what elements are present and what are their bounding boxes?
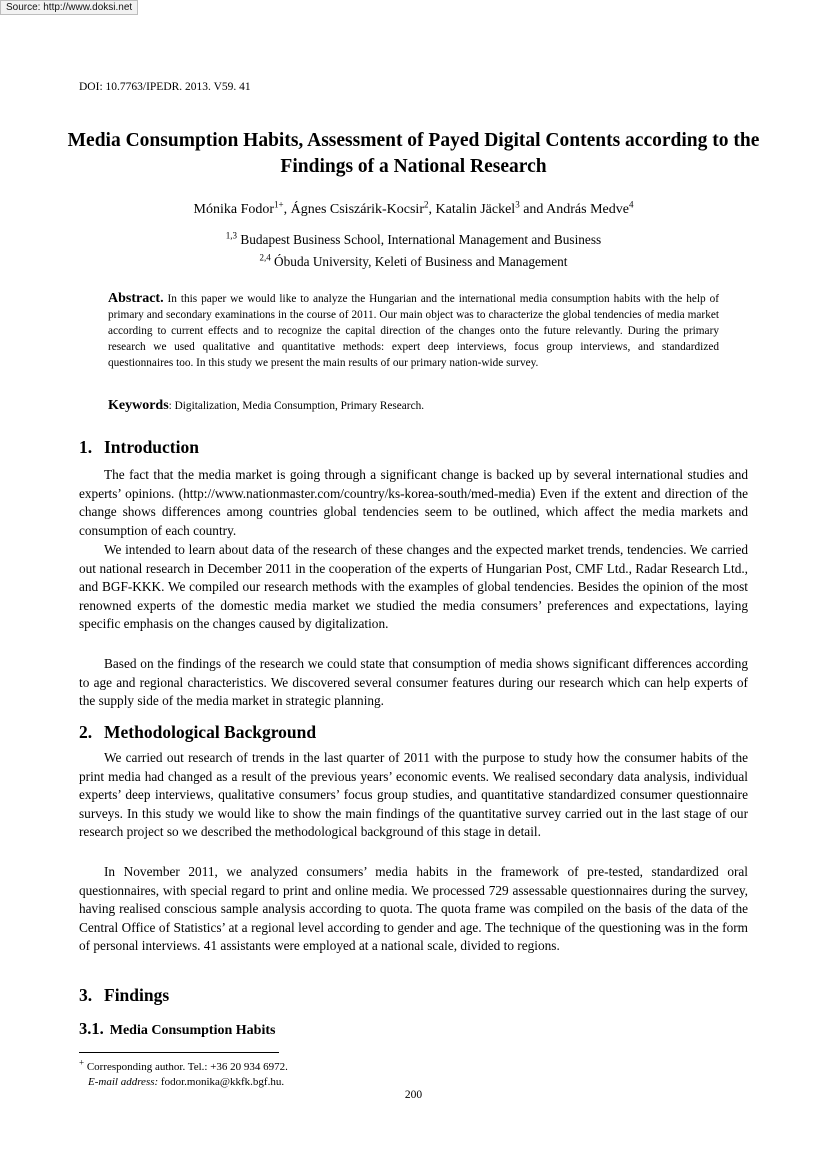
keywords-text: : Digitalization, Media Consumption, Primary Research.	[168, 400, 425, 412]
paragraph: We carried out research of trends in the last quarter of 2011 with the purpose to study how the consumer habits of the print media had changed as a result of the previous years’ economic events. We realised secondary data analysis, individual experts’ deep interviews, qualitative consumers’ focus group studies, and quantitative standardized consumer questionnaire surveys. In this study we would like to show the main findings of the quantitative survey carried out in the last stage of our research project so we described the methodological background of this stage in detail.	[79, 750, 748, 840]
footnote-divider	[79, 1052, 279, 1053]
footnote-corresponding: + Corresponding author. Tel.: +36 20 934 6972.	[79, 1057, 288, 1073]
paragraph: In November 2011, we analyzed consumers’ media habits in the framework of pre-tested, standardized oral questionnaires, with special regard to print and online media. We processed 729 assessable questionnaires during the survey, having realised conscious sample analysis according to quota. The quota frame was compiled on the basis of the data of the Central Office of Statistics’ at a regional level according to gender and age. The technique of the questioning was in the form of personal interviews. 41 assistants were employed at a national scale, divided to regions.	[79, 864, 748, 954]
section-heading-findings: 3. Findings	[79, 985, 170, 1005]
keywords-label: Keywords	[108, 398, 169, 413]
page-number: 200	[404, 1089, 423, 1101]
paragraph: We intended to learn about data of the research of these changes and the expected market trends, tendencies. We carried out national research in December 2011 in the cooperation of the experts of Hungarian Post, CMF Ltd., Radar Research Ltd., and BGF-KKK. We compiled our research methods with the examples of global tendencies. Besides the opinion of the most renowned experts of the domestic media market we studied the media consumers’ preferences and expectations, laying specific emphasis on the changes caused by digitalization.	[79, 542, 748, 632]
subsection-heading: 3.1. Media Consumption Habits	[79, 1019, 276, 1038]
author-sup: 4	[628, 199, 634, 210]
author-sup: 1+	[274, 199, 284, 210]
source-label: Source: http://www.doksi.net	[0, 0, 138, 15]
affiliation: $^{2,4}$ Óbuda University, Keleti of Business and Management	[259, 252, 568, 269]
author-sup: 2	[424, 199, 429, 210]
paper-title: Media Consumption Habits, Assessment of Payed Digital Contents according to the Findings of a National Research	[67, 130, 760, 177]
section-heading-introduction: 1. Introduction	[79, 437, 199, 457]
author-name: Katalin Jäckel	[435, 202, 516, 217]
author-name: Ágnes Csiszárik-Kocsir	[290, 202, 424, 217]
paragraph: Based on the findings of the research we could state that consumption of media shows significant differences according to age and regional characteristics. We discovered several consumer features during our research which can help experts of the supply side of the media market in strategic planning.	[79, 656, 748, 709]
abstract-text: In this paper we would like to analyze the Hungarian and the international media consumption habits with the help of primary and secondary examinations in the course of 2011. Our main object was to characterize the global tendencies of media market according to current effects and to recognize the capital direction of the changes onto the future relevantly. During the primary research we used qualitative and quantitative methods: expert deep interviews, focus group interviews, and standardized questionnaires too. In this study we present the main results of our primary nation-wide survey.	[108, 293, 720, 369]
author-name: András Medve	[546, 202, 629, 217]
keywords	[108, 398, 424, 414]
author-list: Mónika Fodor$^{1+}$, Ágnes Csiszárik-Kocsir$^2$, Katalin Jäckel$^3$ and András Medve$^4$	[193, 199, 634, 217]
paragraph: The fact that the media market is going through a significant change is backed up by several international studies and experts’ opinions. (http://www.nationmaster.com/country/ks-korea-south/med-media) Even if the extent and direction of the change shows differences among countries global tendencies seem to be outlined, which affect the media markets and consumption of each country.	[79, 467, 748, 538]
doi: DOI: 10.7763/IPEDR. 2013. V59. 41	[79, 81, 251, 93]
section-heading-methodology: 2. Methodological Background	[79, 722, 317, 742]
author-sup: 3	[515, 199, 520, 210]
author-name: Mónika Fodor	[193, 202, 275, 217]
abstract-label: Abstract.	[108, 291, 164, 306]
footnote-email: E-mail address: fodor.monika@kkfk.bgf.hu.	[88, 1076, 285, 1088]
affiliation: $^{1,3}$ Budapest Business School, International Management and Business	[225, 230, 602, 247]
abstract	[108, 291, 719, 371]
